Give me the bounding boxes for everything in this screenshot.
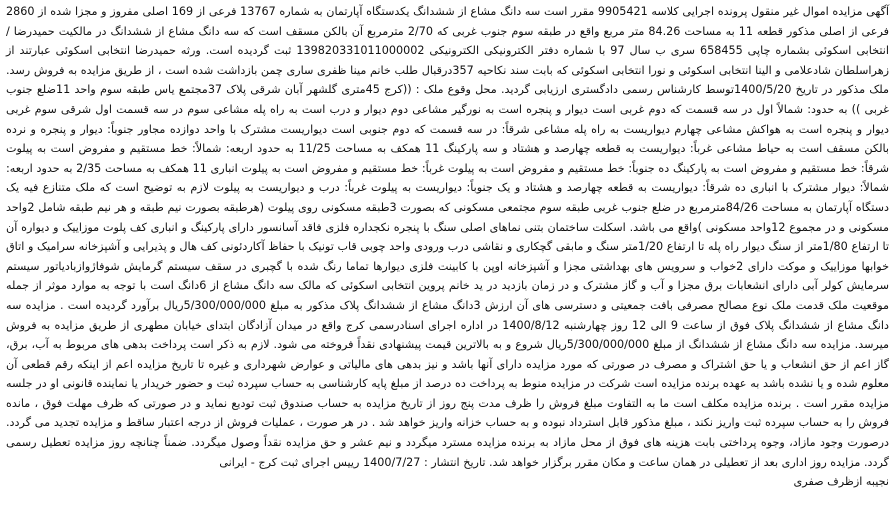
notice-signature: نجیبه ازظرف صفری: [793, 475, 889, 489]
notice-body: آگهی مزایده اموال غیر منقول پرونده اجرایی کلاسه 9905421 مقرر است سه دانگ مشاع از ششدانگ یکدستگاه آپارتمان به شماره 13767 فرعی از 169 اصلی مفروز و مجزا شده از 2860 فرعی از اصلی مذکور قطعه 11 به مساحت 84.26 متر مربع واقع در طبقه سوم جنوب غربی که 2/70 مترمربع آن بالکن مسقف است که سه دانگ مشاع از ششدانگ در مالکیت حمیدرضا / انتخابی اسکوئی بشماره چاپی 658455 سری ب سال 97 با شماره دفتر الکترونیکی الکترونیکی 139820331011000002 ثبت گردیده است. ورثه حمیدرضا انتخابی اسکوئی عبارتند از زهراسلطان شادعلامی و الینا انتخابی اسکوئی و نورا انتخابی اسکوئی که بابت سند نکاحیه 357درقبال طلب خانم مینا ظفری ساری چمن بازداشت شده است ، از طریق مزایده به فروش رسد. ملک مذکور در تاریخ 1400/5/20توسط کارشناس رسمی دادگستری ارزیابی گردید. محل وقوع ملک : ((کرج 45متری گلشهر آبان شرقی پلاک 37مجتمع یاس طبقه سوم واحد 11ضلع جنوب غربی )) به حدود: شمالاً اول در سه قسمت که دوم غربی است دیوار و پنجره است به نورگیر مشاعی دوم دیوار و درب است به راه پله مشاعی سوم در سه قسمت اول شرقی سوم غربی دیوار و پنجره است به هواکش مشاعی چهارم دیواریست به راه پله مشاعی شرقاً: در سه قسمت که دوم جنوبی است دیواریست مشترک با واحد دوازده مجاور جنوباً: دیوار و پنجره و نرده بالکن مسقف است به حیاط مشاعی غرباً: دیواریست به قطعه چهارصد و هشتاد و سه پارکینگ 11 همکف به مساحت 11/25 به حدود اربعه: شمالاً: خط مستقیم و مفروض است به پیلوت شرقاً: خط مستقیم و مفروض است به پارکینگ ده جنوباً: خط مستقیم و مفروض است به پیلوت غرباً: خط مستقیم و مفروض است به پیلوت انباری 11 همکف به مساحت 2/35 به حدود اربعه: شمالاً: دیوار مشترک با انباری ده شرقاً: دیواریست به قطعه چهارصد و هشتاد و یک جنوباً: دیواریست به پیلوت غرباً: درب و دیواریست به پیلوت لازم به توضیح است که ملک متنازع فیه یک دستگاه آپارتمان به مساحت 84/26مترمربع در ضلع جنوب غربی طبقه سوم مجتمعی مسکونی که بصورت 3طبقه مسکونی روی پیلوت (هرطبقه بصورت نیم طبقه و هر نیم طبقه شامل 2واحد مسکونی و در مجموع 12واحد مسکونی )واقع می باشد. اسکلت ساختمان بتنی نماهای اصلی سنگ با پنجره نکجداره فلزی فاقد آسانسور دارای پارکینگ و انباری کف پلوت موزاییک و دیواره آن تا ارتفاع 1/80متر از سنگ دیوار راه پله تا ارتفاع 1/20متر سنگ و مابقی گچکاری و نقاشی درب ورودی واحد چوبی قاب تونیک با حفاظ آکاردئونی کف هال و پذیرایی و آشپزخانه سرامیک و اتاق خوابها موزاییک و موکت دارای 2خواب و سرویس های بهداشتی مجزا و آشپزخانه اوپن با کابینت فلزی دیوارها تماما رنگ شده با گچبری در سقف سیستم گرمایش شوفاژوازبادیاتور سیستم سرمایش کولر آبی دارای انشعابات برق مجزا و آب و گاز مشترک و در زمان بازدید در ید خانم پروین انتخابی اسکوئی که مالک سه دانگ مشاع از 6دانگ است با توجه به موارد موثر از جمله موقعیت ملک قدمت ملک نوع مصالح مصرفی بافت جمعیتی و دسترسی های آن ارزش 3دانگ مشاع از ششدانگ پلاک مذکور به مبلغ 5/300/000/000ریال برآورد گردیده است . مزایده سه دانگ مشاع از ششدانگ پلاک فوق از ساعت 9 الی 12 روز چهارشنبه 1400/8/12 در اداره اجرای اسنادرسمی کرج واقع در میدان آزادگان ابتدای خیابان مطهری از طریق مزایده به فروش میرسد. مزایده سه دانگ مشاع از ششدانگ از مبلغ 5/300/000/000ریال شروع و به بالاترین قیمت پیشنهادی نقداً فروخته می شود. لازم به ذکر است پرداخت بدهی های مربوط به آب، برق، گاز اعم از حق انشعاب و یا حق اشتراک و مصرف در صورتی که مورد مزایده دارای آنها باشد و نیز بدهی های مالیاتی و عوارض شهرداری و غیره تا تاریخ مزایده اعم از اینکه رقم قطعی آن معلوم شده و یا نشده باشد به عهده برنده مزایده است شرکت در مزایده منوط به پرداخت ده درصد از مبلغ پایه کارشناسی به حساب سپرده ثبت و حضور خریدار یا نماینده قانونی او در جلسه مزایده مقرر است . برنده مزایده مکلف است ما به التفاوت مبلغ فروش را ظرف مدت پنج روز از تاریخ مزایده به حساب صندوق ثبت تودیع نماید و در صورتی که ظرف مهلت فوق ، مانده فروش را به حساب سپرده ثبت واریز نکند ، مبلغ مذکور قابل استرداد نبوده و به حساب خزانه واریز خواهد شد . در هر صورت ، عملیات فروش از درجه اعتبار ساقط و مزایده تجدید می گردد. درصورت وجود مازاد، وجوه پرداختی بابت هزینه های فوق از محل مازاد به برنده مزایده مسترد میگردد و نیم عشر و حق مزایده نقداً وصول میگردد. ضمناً چنانچه روز مزایده تعطیل رسمی گردد. مزایده روز اداری بعد از تعطیلی در همان ساعت و مکان مقرر برگزار خواهد شد. تاریخ انتشار : 1400/7/27 رییس اجرای ثبت کرج - ایرانی: [6, 5, 890, 469]
auction-notice: [6, 2, 889, 492]
